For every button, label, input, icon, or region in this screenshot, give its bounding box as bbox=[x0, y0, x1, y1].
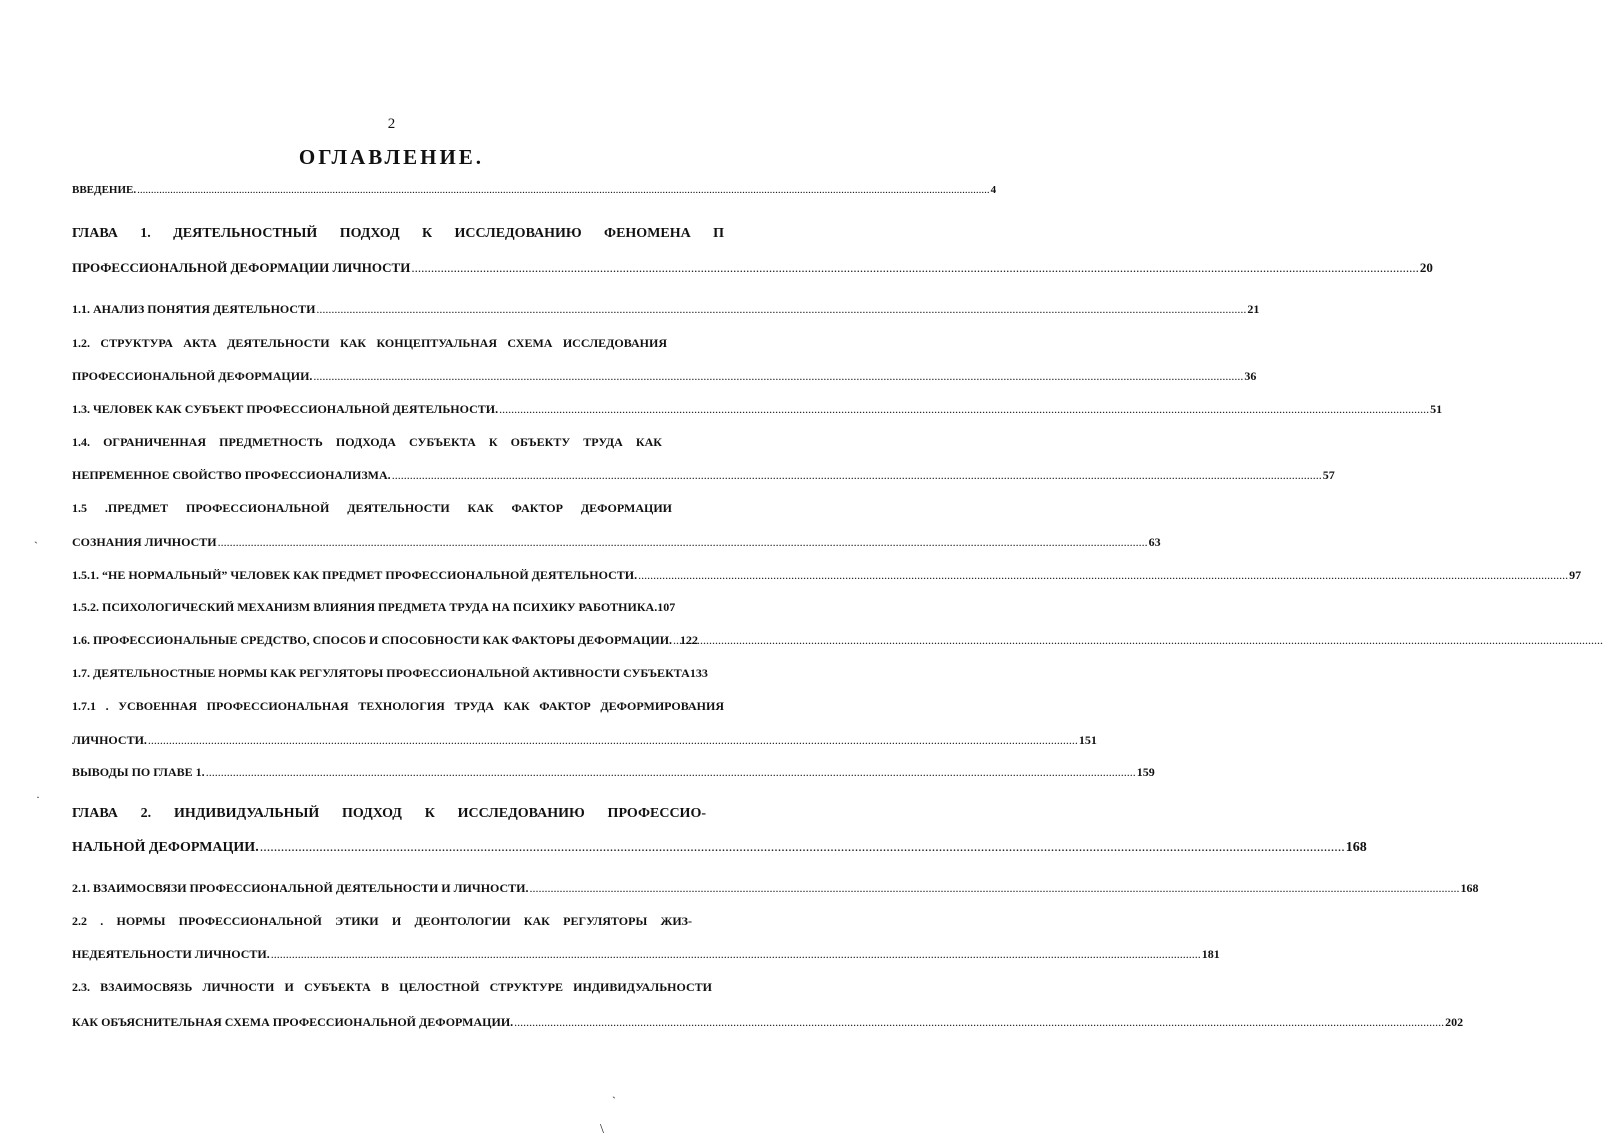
toc-entry-text: 1.5.1. “НЕ НОРМАЛЬНЫЙ” ЧЕЛОВЕК КАК ПРЕДМЕТ ПРОФЕССИОНАЛЬНОЙ ДЕЯТЕЛЬНОСТИ. bbox=[72, 568, 638, 582]
toc-entry-2-2[interactable] bbox=[72, 914, 724, 934]
toc-entry-2-2-cont[interactable] bbox=[72, 947, 1220, 967]
toc-entry-text: 2.3. ВЗАИМОСВЯЗЬ ЛИЧНОСТИ И СУБЪЕКТА В ЦЕЛОСТНОЙ СТРУКТУРЕ ИНДИВИДУАЛЬНОСТИ bbox=[72, 980, 712, 994]
toc-entry-text: 1.4. ОГРАНИЧЕННАЯ ПРЕДМЕТНОСТЬ ПОДХОДА СУБЪЕКТА К ОБЪЕКТУ ТРУДА КАК bbox=[72, 435, 662, 449]
toc-entry-page: 21 bbox=[1247, 302, 1260, 316]
toc-entry-text: ПРОФЕССИОНАЛЬНОЙ ДЕФОРМАЦИИ ЛИЧНОСТИ bbox=[72, 260, 411, 275]
leader-dots bbox=[260, 840, 1345, 856]
leader-dots bbox=[316, 302, 1246, 317]
toc-entry-text: 1.2. СТРУКТУРА АКТА ДЕЯТЕЛЬНОСТИ КАК КОНЦЕПТУАЛЬНАЯ СХЕМА ИССЛЕДОВАНИЯ bbox=[72, 336, 667, 350]
toc-entry-1-6[interactable] bbox=[72, 633, 724, 653]
toc-entry-text: 1.3. ЧЕЛОВЕК КАК СУБЪЕКТ ПРОФЕССИОНАЛЬНОЙ ДЕЯТЕЛЬНОСТИ. bbox=[72, 402, 499, 416]
toc-entry-text: 2.2 . НОРМЫ ПРОФЕССИОНАЛЬНОЙ ЭТИКИ И ДЕОНТОЛОГИИ КАК РЕГУЛЯТОРЫ ЖИЗ- bbox=[72, 914, 692, 928]
page-title: ОГЛАВЛЕНИЕ. bbox=[298, 145, 485, 169]
page-number: 2 bbox=[387, 116, 396, 132]
scan-speck: ˏ bbox=[34, 530, 38, 544]
toc-entry-1-5[interactable] bbox=[72, 501, 724, 521]
toc-entry-text: НАЛЬНОЙ ДЕФОРМАЦИИ. bbox=[72, 840, 259, 855]
toc-entry-1-4[interactable] bbox=[72, 435, 724, 455]
leader-dots bbox=[137, 184, 990, 196]
leader-dots bbox=[313, 369, 1243, 384]
toc-entry-text: 1.5.2. ПСИХОЛОГИЧЕСКИЙ МЕХАНИЗМ ВЛИЯНИЯ ПРЕДМЕТА ТРУДА НА ПСИХИКУ РАБОТНИКА. bbox=[72, 600, 658, 614]
toc-entry-page: 51 bbox=[1430, 402, 1443, 416]
toc-entry-page: 151 bbox=[1078, 733, 1097, 747]
toc-entry-page: 122 bbox=[680, 633, 699, 647]
toc-entry-text: 1.7. ДЕЯТЕЛЬНОСТНЫЕ НОРМЫ КАК РЕГУЛЯТОРЫ ПРОФЕССИОНАЛЬНОЙ АКТИВНОСТИ СУБЪЕКТА bbox=[72, 666, 690, 680]
toc-entry-1-7[interactable] bbox=[72, 666, 724, 686]
toc-entry-1-2-cont[interactable] bbox=[72, 369, 1257, 389]
scan-speck: ˎ bbox=[612, 1085, 616, 1099]
leader-dots bbox=[148, 733, 1078, 748]
toc-entry-1-7-1[interactable] bbox=[72, 699, 724, 719]
toc-entry-2-3-cont[interactable] bbox=[72, 1015, 1464, 1035]
toc-entry-page: 202 bbox=[1445, 1015, 1464, 1029]
toc-entry-1-7-1-cont[interactable] bbox=[72, 733, 1097, 753]
toc-entry-text: ГЛАВА 1. ДЕЯТЕЛЬНОСТНЫЙ ПОДХОД К ИССЛЕДОВАНИЮ ФЕНОМЕНА П bbox=[72, 226, 724, 241]
leader-dots bbox=[530, 881, 1460, 896]
toc-entry-text: НЕДЕЯТЕЛЬНОСТИ ЛИЧНОСТИ. bbox=[72, 947, 270, 961]
toc-entry-1-4-cont[interactable] bbox=[72, 468, 1335, 488]
toc-entry-1-2[interactable] bbox=[72, 336, 724, 356]
leader-dots bbox=[271, 947, 1201, 962]
toc-entry-1-1[interactable] bbox=[72, 302, 1260, 322]
toc-entry-1-3[interactable] bbox=[72, 402, 1443, 422]
scan-speck: · bbox=[36, 790, 40, 804]
toc-entry-1-5-cont[interactable] bbox=[72, 535, 1161, 555]
leader-dots bbox=[218, 535, 1148, 550]
toc-entry-1-5-1[interactable] bbox=[72, 568, 1582, 588]
toc-entry-text: ЛИЧНОСТИ. bbox=[72, 733, 147, 747]
toc-entry-chapter-1-cont[interactable] bbox=[72, 260, 1433, 280]
toc-entry-text: НЕПРЕМЕННОЕ СВОЙСТВО ПРОФЕССИОНАЛИЗМА. bbox=[72, 468, 391, 482]
toc-entry-page: 133 bbox=[689, 666, 708, 680]
toc-entry-text: СОЗНАНИЯ ЛИЧНОСТИ bbox=[72, 535, 217, 549]
leader-dots bbox=[499, 402, 1429, 417]
toc-entry-page: 36 bbox=[1244, 369, 1257, 383]
toc-entry-2-3[interactable] bbox=[72, 980, 724, 1000]
toc-entry-text: ПРОФЕССИОНАЛЬНОЙ ДЕФОРМАЦИИ. bbox=[72, 369, 313, 383]
toc-entry-text: 1.1. АНАЛИЗ ПОНЯТИЯ ДЕЯТЕЛЬНОСТИ bbox=[72, 302, 316, 316]
leader-dots bbox=[411, 260, 1419, 276]
toc-entry-page: 57 bbox=[1322, 468, 1335, 482]
toc-entry-text: 1.7.1 . УСВОЕННАЯ ПРОФЕССИОНАЛЬНАЯ ТЕХНОЛОГИЯ ТРУДА КАК ФАКТОР ДЕФОРМИРОВАНИЯ bbox=[72, 699, 724, 713]
leader-dots bbox=[673, 633, 679, 648]
toc-entry-1-5-2[interactable] bbox=[72, 600, 724, 620]
toc-entry-conclusions-1[interactable] bbox=[72, 765, 1155, 785]
toc-entry-text: 1.6. ПРОФЕССИОНАЛЬНЫЕ СРЕДСТВО, СПОСОБ И СПОСОБНОСТИ КАК ФАКТОРЫ ДЕФОРМАЦИИ. bbox=[72, 633, 673, 647]
scan-speck: \ bbox=[600, 1122, 604, 1137]
toc-entry-text: ВВЕДЕНИЕ. bbox=[72, 184, 137, 196]
toc-entry-2-1[interactable] bbox=[72, 881, 1479, 901]
toc-entry-page: 4 bbox=[990, 184, 997, 196]
toc-entry-chapter-1[interactable] bbox=[72, 226, 724, 246]
toc-entry-page: 181 bbox=[1201, 947, 1220, 961]
toc-entry-page: 97 bbox=[1569, 568, 1582, 582]
leader-dots bbox=[206, 765, 1136, 780]
toc-entry-chapter-2[interactable] bbox=[72, 806, 724, 826]
toc-entry-text: ГЛАВА 2. ИНДИВИДУАЛЬНЫЙ ПОДХОД К ИССЛЕДОВАНИЮ ПРОФЕССИО- bbox=[72, 806, 706, 821]
toc-entry-text: КАК ОБЪЯСНИТЕЛЬНАЯ СХЕМА ПРОФЕССИОНАЛЬНОЙ ДЕФОРМАЦИИ. bbox=[72, 1015, 514, 1029]
toc-entry-text: 1.5 .ПРЕДМЕТ ПРОФЕССИОНАЛЬНОЙ ДЕЯТЕЛЬНОСТИ КАК ФАКТОР ДЕФОРМАЦИИ bbox=[72, 501, 672, 515]
toc-entry-introduction[interactable] bbox=[72, 184, 997, 204]
toc-entry-text: ВЫВОДЫ ПО ГЛАВЕ 1. bbox=[72, 765, 205, 779]
toc-entry-text: 2.1. ВЗАИМОСВЯЗИ ПРОФЕССИОНАЛЬНОЙ ДЕЯТЕЛЬНОСТИ И ЛИЧНОСТИ. bbox=[72, 881, 529, 895]
toc-entry-page: 63 bbox=[1148, 535, 1161, 549]
toc-entry-page: 168 bbox=[1460, 881, 1479, 895]
leader-dots bbox=[392, 468, 1322, 483]
leader-dots bbox=[514, 1015, 1444, 1030]
toc-entry-chapter-2-cont[interactable] bbox=[72, 840, 1367, 860]
toc-entry-page: 20 bbox=[1419, 260, 1433, 275]
leader-dots bbox=[638, 568, 1568, 583]
toc-entry-page: 168 bbox=[1345, 840, 1367, 855]
toc-entry-page: 159 bbox=[1136, 765, 1155, 779]
toc-entry-page: 107 bbox=[657, 600, 676, 614]
